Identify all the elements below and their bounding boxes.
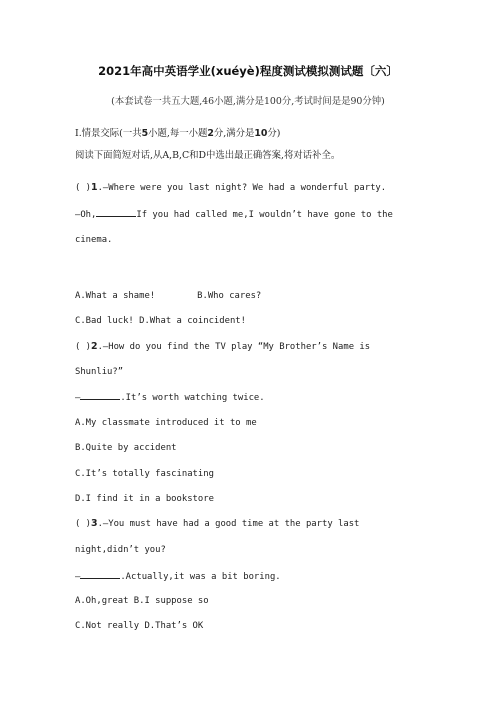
reply-prefix: — xyxy=(75,393,81,403)
question-1-reply-cont: cinema. xyxy=(75,235,113,245)
document-subtitle: (本套试卷一共五大题,46小题,满分是100分,考试时间是是90分钟) xyxy=(111,96,385,107)
answer-bracket: ( ) xyxy=(75,342,92,352)
question-3-prompt xyxy=(75,517,359,531)
question-1-options-row2: C.Bad luck! D.What a coincident! xyxy=(75,316,246,326)
question-text: .—How do you find the TV play “My Brother’s Name is xyxy=(97,342,371,352)
section-heading-mid2: 分,满分是 xyxy=(213,128,255,139)
question-number: 2 xyxy=(91,341,98,352)
document-title: 2021年高中英语学业(xuéyè)程度测试模拟测试题〔六〕 xyxy=(98,64,398,78)
answer-blank xyxy=(96,207,136,217)
section-points-each: 2 xyxy=(207,128,214,139)
question-2-option-a: A.My classmate introduced it to me xyxy=(75,418,257,428)
question-1-prompt xyxy=(75,181,386,195)
reply-prefix: —Oh, xyxy=(75,210,97,220)
question-text: .—You must have had a good time at the party last xyxy=(97,519,360,529)
question-number: 1 xyxy=(91,182,98,193)
question-text: .—Where were you last night? We had a wonderful party. xyxy=(97,183,387,193)
question-2-reply xyxy=(75,390,265,405)
question-2-prompt xyxy=(75,340,370,354)
question-1-reply xyxy=(75,207,393,222)
reply-text: .Actually,it was a bit boring. xyxy=(120,572,281,582)
answer-bracket: ( ) xyxy=(75,183,92,193)
reply-text: .It’s worth watching twice. xyxy=(120,393,265,403)
section-heading-mid: 小题,每一小题 xyxy=(148,128,208,139)
question-number: 3 xyxy=(91,518,98,529)
answer-blank xyxy=(80,390,120,400)
option-a: A.What a shame! xyxy=(75,291,156,301)
question-1-options-row1 xyxy=(75,289,261,303)
reply-prefix: — xyxy=(75,572,81,582)
reply-text: If you had called me,I wouldn’t have gone to the xyxy=(136,210,393,220)
section-heading xyxy=(75,127,280,141)
question-2-prompt-cont: Shunliu?” xyxy=(75,367,124,377)
question-2-option-c: C.It’s totally fascinating xyxy=(75,469,214,479)
question-3-options-row1: A.Oh,great B.I suppose so xyxy=(75,596,209,606)
question-2-option-b: B.Quite by accident xyxy=(75,443,177,453)
section-total-points: 10 xyxy=(254,128,268,139)
answer-bracket: ( ) xyxy=(75,519,92,529)
section-heading-post: 分) xyxy=(267,128,281,139)
question-2-option-d: D.I find it in a bookstore xyxy=(75,494,214,504)
section-question-count: 5 xyxy=(141,128,149,139)
option-b: B.Who cares? xyxy=(197,291,262,301)
section-heading-pre: Ⅰ.情景交际(一共 xyxy=(75,128,142,139)
answer-blank xyxy=(80,569,120,579)
question-3-options-row2: C.Not really D.That’s OK xyxy=(75,621,204,631)
question-3-reply xyxy=(75,569,281,584)
question-3-prompt-cont: night,didn’t you? xyxy=(75,545,166,555)
section-instruction: 阅读下面简短对话,从A,B,C和D中选出最正确答案,将对话补全。 xyxy=(75,150,341,161)
